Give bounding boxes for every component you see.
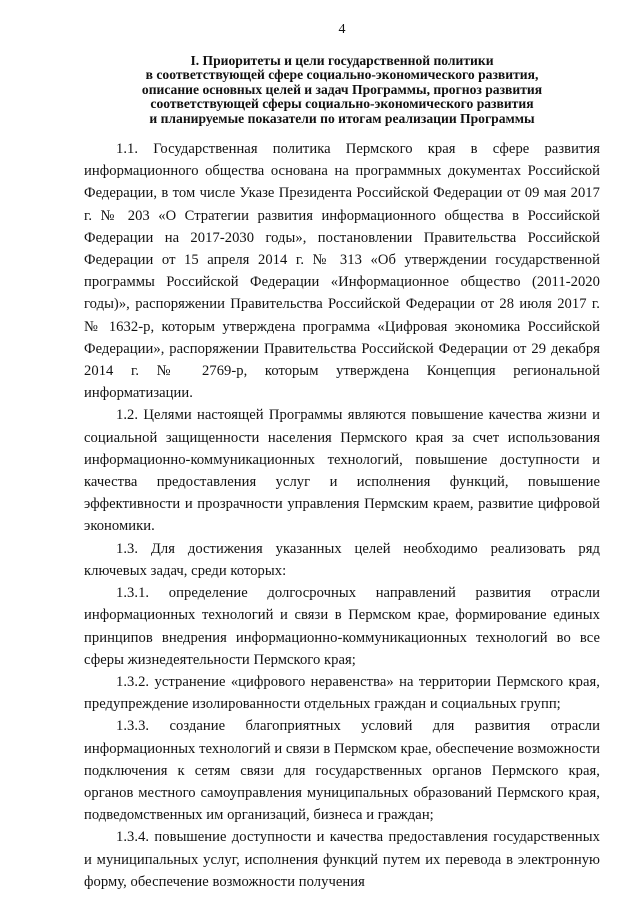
section-heading [84, 54, 600, 126]
paragraph-1-1: 1.1. Государственная политика Пермского края в сфере развития информационного общества основана на программных документах Российской Федерации, в том числе Указе Президента Российской Федерации от 09 мая 2017 г. № 203 «О Стратегии развития информационного общества в Российской Федерации на 2017-2030 годы», постановлении Правительства Российской Федерации от 15 апреля 2014 г. № 313 «Об утверждении государственной программы Российской Федерации «Информационное общество (2011-2020 годы)», распоряжении Правительства Российской Федерации от 28 июля 2017 г. № 1632-р, которым утверждена программа «Цифровая экономика Российской Федерации», распоряжении Правительства Российской Федерации от 29 декабря 2014 г. № 2769-р, которым утверждена Концепция региональной информатизации. [84, 141, 600, 402]
paragraph-1-3: 1.3. Для достижения указанных целей необходимо реализовать ряд ключевых задач, среди которых: [84, 540, 600, 579]
page-number: 4 [338, 22, 346, 37]
section-heading-line: и планируемые показатели по итогам реализации Программы [149, 110, 535, 126]
section-heading-line: описание основных целей и задач Программы, прогноз развития [141, 81, 543, 97]
section-heading-line: соответствующей сферы социально-экономического развития [150, 96, 534, 112]
paragraph-1-3-4: 1.3.4. повышение доступности и качества предоставления государственных и муниципальных услуг, исполнения функций путем их перевода в электронную форму, обеспечение возможности получения [84, 829, 600, 890]
section-heading-line: I. Приоритеты и цели государственной политики [190, 53, 494, 68]
paragraph-1-2: 1.2. Целями настоящей Программы являются повышение качества жизни и социальной защищенности населения Пермского края за счет использования информационно-коммуникационных технологий, повышение доступности и качества предоставления услуг и исполнения функций, повышение эффективности и прозрачности управления Пермским краем, развитие цифровой экономики. [84, 407, 600, 535]
paragraph-1-3-1: 1.3.1. определение долгосрочных направлений развития отрасли информационных технологий и связи в Пермском крае, формирование единых принципов внедрения информационно-коммуникационных технологий во все сферы жизнедеятельности Пермского края; [84, 585, 600, 668]
paragraph-1-3-3: 1.3.3. создание благоприятных условий для развития отрасли информационных технологий и связи в Пермском крае, обеспечение возможности подключения к сетям связи для государственных органов Пермского края, органов местного самоуправления муниципальных образований Пермского края, подведомственных им организаций, бизнеса и граждан; [84, 718, 600, 824]
document-page [84, 22, 600, 893]
section-heading-line: в соответствующей сфере социально-экономического развития, [145, 67, 539, 83]
paragraph-1-3-2: 1.3.2. устранение «цифрового неравенства» на территории Пермского края, предупреждение изолированности отдельных граждан и социальных групп; [84, 673, 600, 713]
